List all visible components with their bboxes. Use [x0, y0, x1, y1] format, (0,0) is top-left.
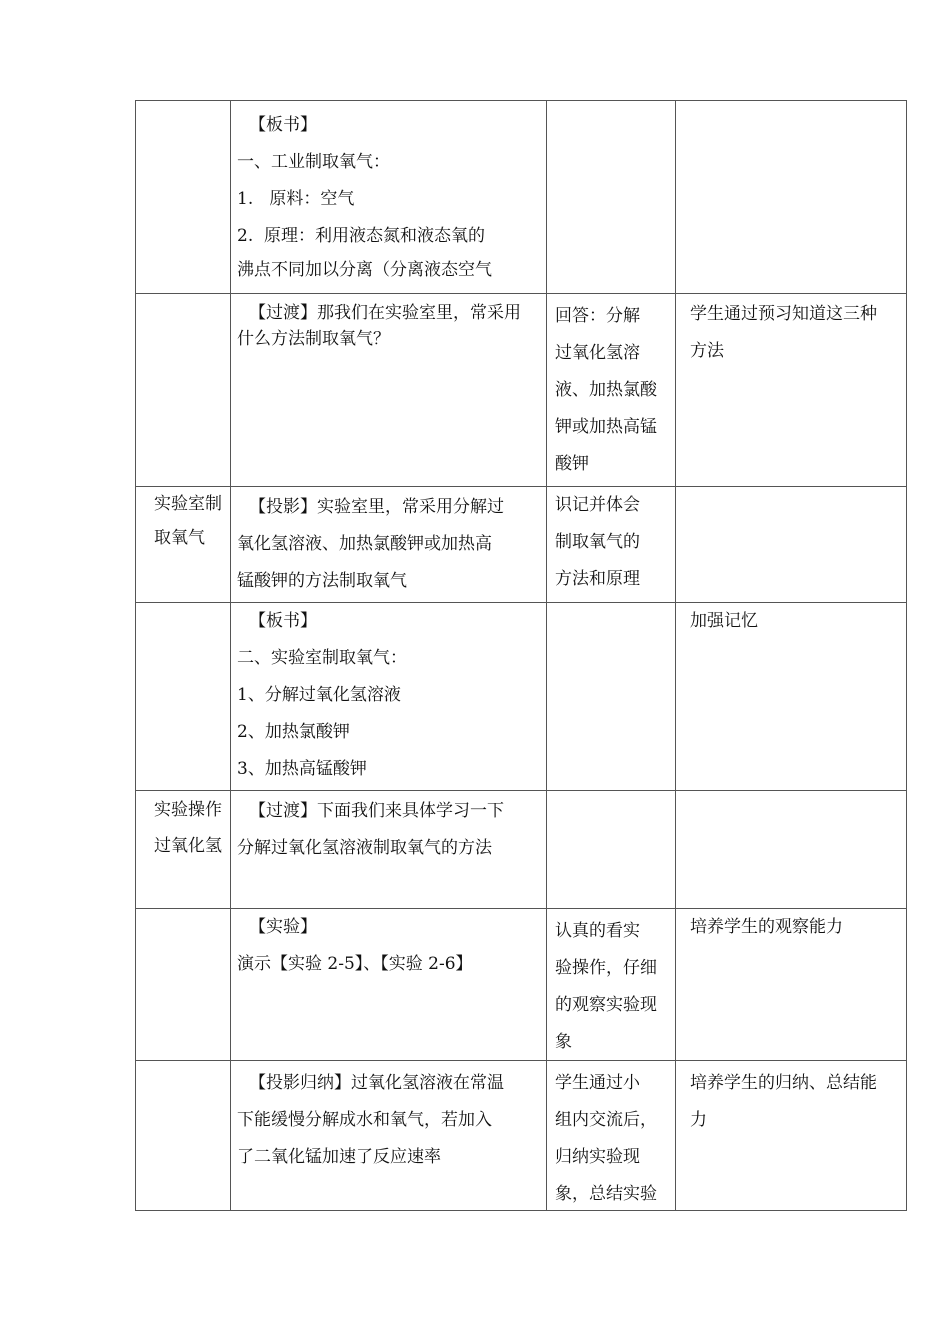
design-intent-cell	[676, 1061, 907, 1211]
stage-cell	[136, 1061, 231, 1211]
text-line: 氧化氢溶液、加热氯酸钾或加热高	[237, 534, 492, 554]
teacher-activity-cell	[231, 101, 547, 294]
design-intent-cell	[676, 909, 907, 1061]
table-row	[136, 909, 907, 1061]
stage-label: 过氧化氢	[154, 836, 222, 856]
stage-label: 取氧气	[154, 528, 205, 548]
teacher-activity-cell	[231, 791, 547, 909]
text-line: 归纳实验现	[555, 1147, 640, 1167]
text-line: 象	[555, 1032, 572, 1052]
stage-label: 实验室制	[154, 494, 222, 514]
text-line: 培养学生的归纳、总结能	[690, 1073, 877, 1093]
design-intent-cell	[676, 791, 907, 909]
text-line: 制取氧气的	[555, 532, 640, 552]
text-line: 验操作，仔细	[555, 958, 657, 978]
design-intent-cell	[676, 294, 907, 487]
transition-text: 【过渡】下面我们来具体学习一下	[249, 801, 504, 821]
table-row	[136, 791, 907, 909]
text-line: 2、加热氯酸钾	[237, 722, 350, 742]
text-line: 【投影归纳】过氧化氢溶液在常温	[249, 1073, 504, 1093]
stage-cell	[136, 909, 231, 1061]
table-row	[136, 294, 907, 487]
text-line: 1、分解过氧化氢溶液	[237, 685, 401, 705]
text-line: 学生通过小	[555, 1073, 640, 1093]
teacher-activity-cell	[231, 603, 547, 791]
text-line: 认真的看实	[555, 921, 640, 941]
student-activity-cell	[547, 101, 676, 294]
text-line: 加强记忆	[690, 611, 758, 631]
stage-cell	[136, 603, 231, 791]
teacher-activity-cell	[231, 909, 547, 1061]
experiment-heading: 【实验】	[249, 917, 317, 937]
text-line: 力	[690, 1110, 707, 1130]
student-activity-cell	[547, 791, 676, 909]
teacher-activity-cell	[231, 487, 547, 603]
stage-label: 实验操作	[154, 800, 222, 820]
transition-text: 【过渡】那我们在实验室里，常采用	[249, 303, 521, 323]
table-row	[136, 101, 907, 294]
text-line: 方法	[690, 341, 724, 361]
stage-cell	[136, 487, 231, 603]
student-activity-cell	[547, 294, 676, 487]
board-heading: 【板书】	[249, 611, 317, 631]
text-line: 方法和原理	[555, 569, 640, 589]
text-line: 沸点不同加以分离（分离液态空气	[237, 260, 492, 280]
teacher-activity-cell	[231, 294, 547, 487]
lesson-plan-table	[135, 100, 907, 1211]
text-line: 分解过氧化氢溶液制取氧气的方法	[237, 838, 492, 858]
text-line: 酸钾	[555, 454, 589, 474]
text-line: 什么方法制取氧气？	[237, 329, 390, 349]
table-row	[136, 603, 907, 791]
stage-cell	[136, 294, 231, 487]
text-line: 2. 原理：利用液态氮和液态氧的	[237, 226, 486, 246]
text-line: 培养学生的观察能力	[690, 917, 843, 937]
text-line: 演示【实验 2-5】、【实验 2-6】	[237, 954, 473, 974]
text-line: 钾或加热高锰	[555, 417, 657, 437]
student-activity-cell	[547, 487, 676, 603]
text-line: 液、加热氯酸	[555, 380, 657, 400]
text-line: 学生通过预习知道这三种	[690, 304, 877, 324]
text-line: 一、工业制取氧气：	[237, 152, 390, 172]
text-line: 的观察实验现	[555, 995, 657, 1015]
stage-cell	[136, 101, 231, 294]
student-activity-cell	[547, 1061, 676, 1211]
text-line: 识记并体会	[555, 495, 640, 515]
text-line: 回答：分解	[555, 306, 640, 326]
teacher-activity-cell	[231, 1061, 547, 1211]
text-line: 【投影】实验室里，常采用分解过	[249, 497, 504, 517]
design-intent-cell	[676, 487, 907, 603]
text-line: 下能缓慢分解成水和氧气，若加入	[237, 1110, 492, 1130]
design-intent-cell	[676, 603, 907, 791]
table-row	[136, 487, 907, 603]
text-line: 过氧化氢溶	[555, 343, 640, 363]
student-activity-cell	[547, 909, 676, 1061]
text-line: 锰酸钾的方法制取氧气	[237, 571, 407, 591]
board-heading: 【板书】	[249, 115, 317, 135]
stage-cell	[136, 791, 231, 909]
text-line: 象，总结实验	[555, 1184, 657, 1204]
table-row	[136, 1061, 907, 1211]
text-line: 组内交流后，	[555, 1110, 657, 1130]
text-line: 二、实验室制取氧气：	[237, 648, 407, 668]
design-intent-cell	[676, 101, 907, 294]
student-activity-cell	[547, 603, 676, 791]
text-line: 了二氧化锰加速了反应速率	[237, 1147, 441, 1167]
text-line: 3、加热高锰酸钾	[237, 759, 367, 779]
text-line: 1. 原料：空气	[237, 189, 355, 209]
